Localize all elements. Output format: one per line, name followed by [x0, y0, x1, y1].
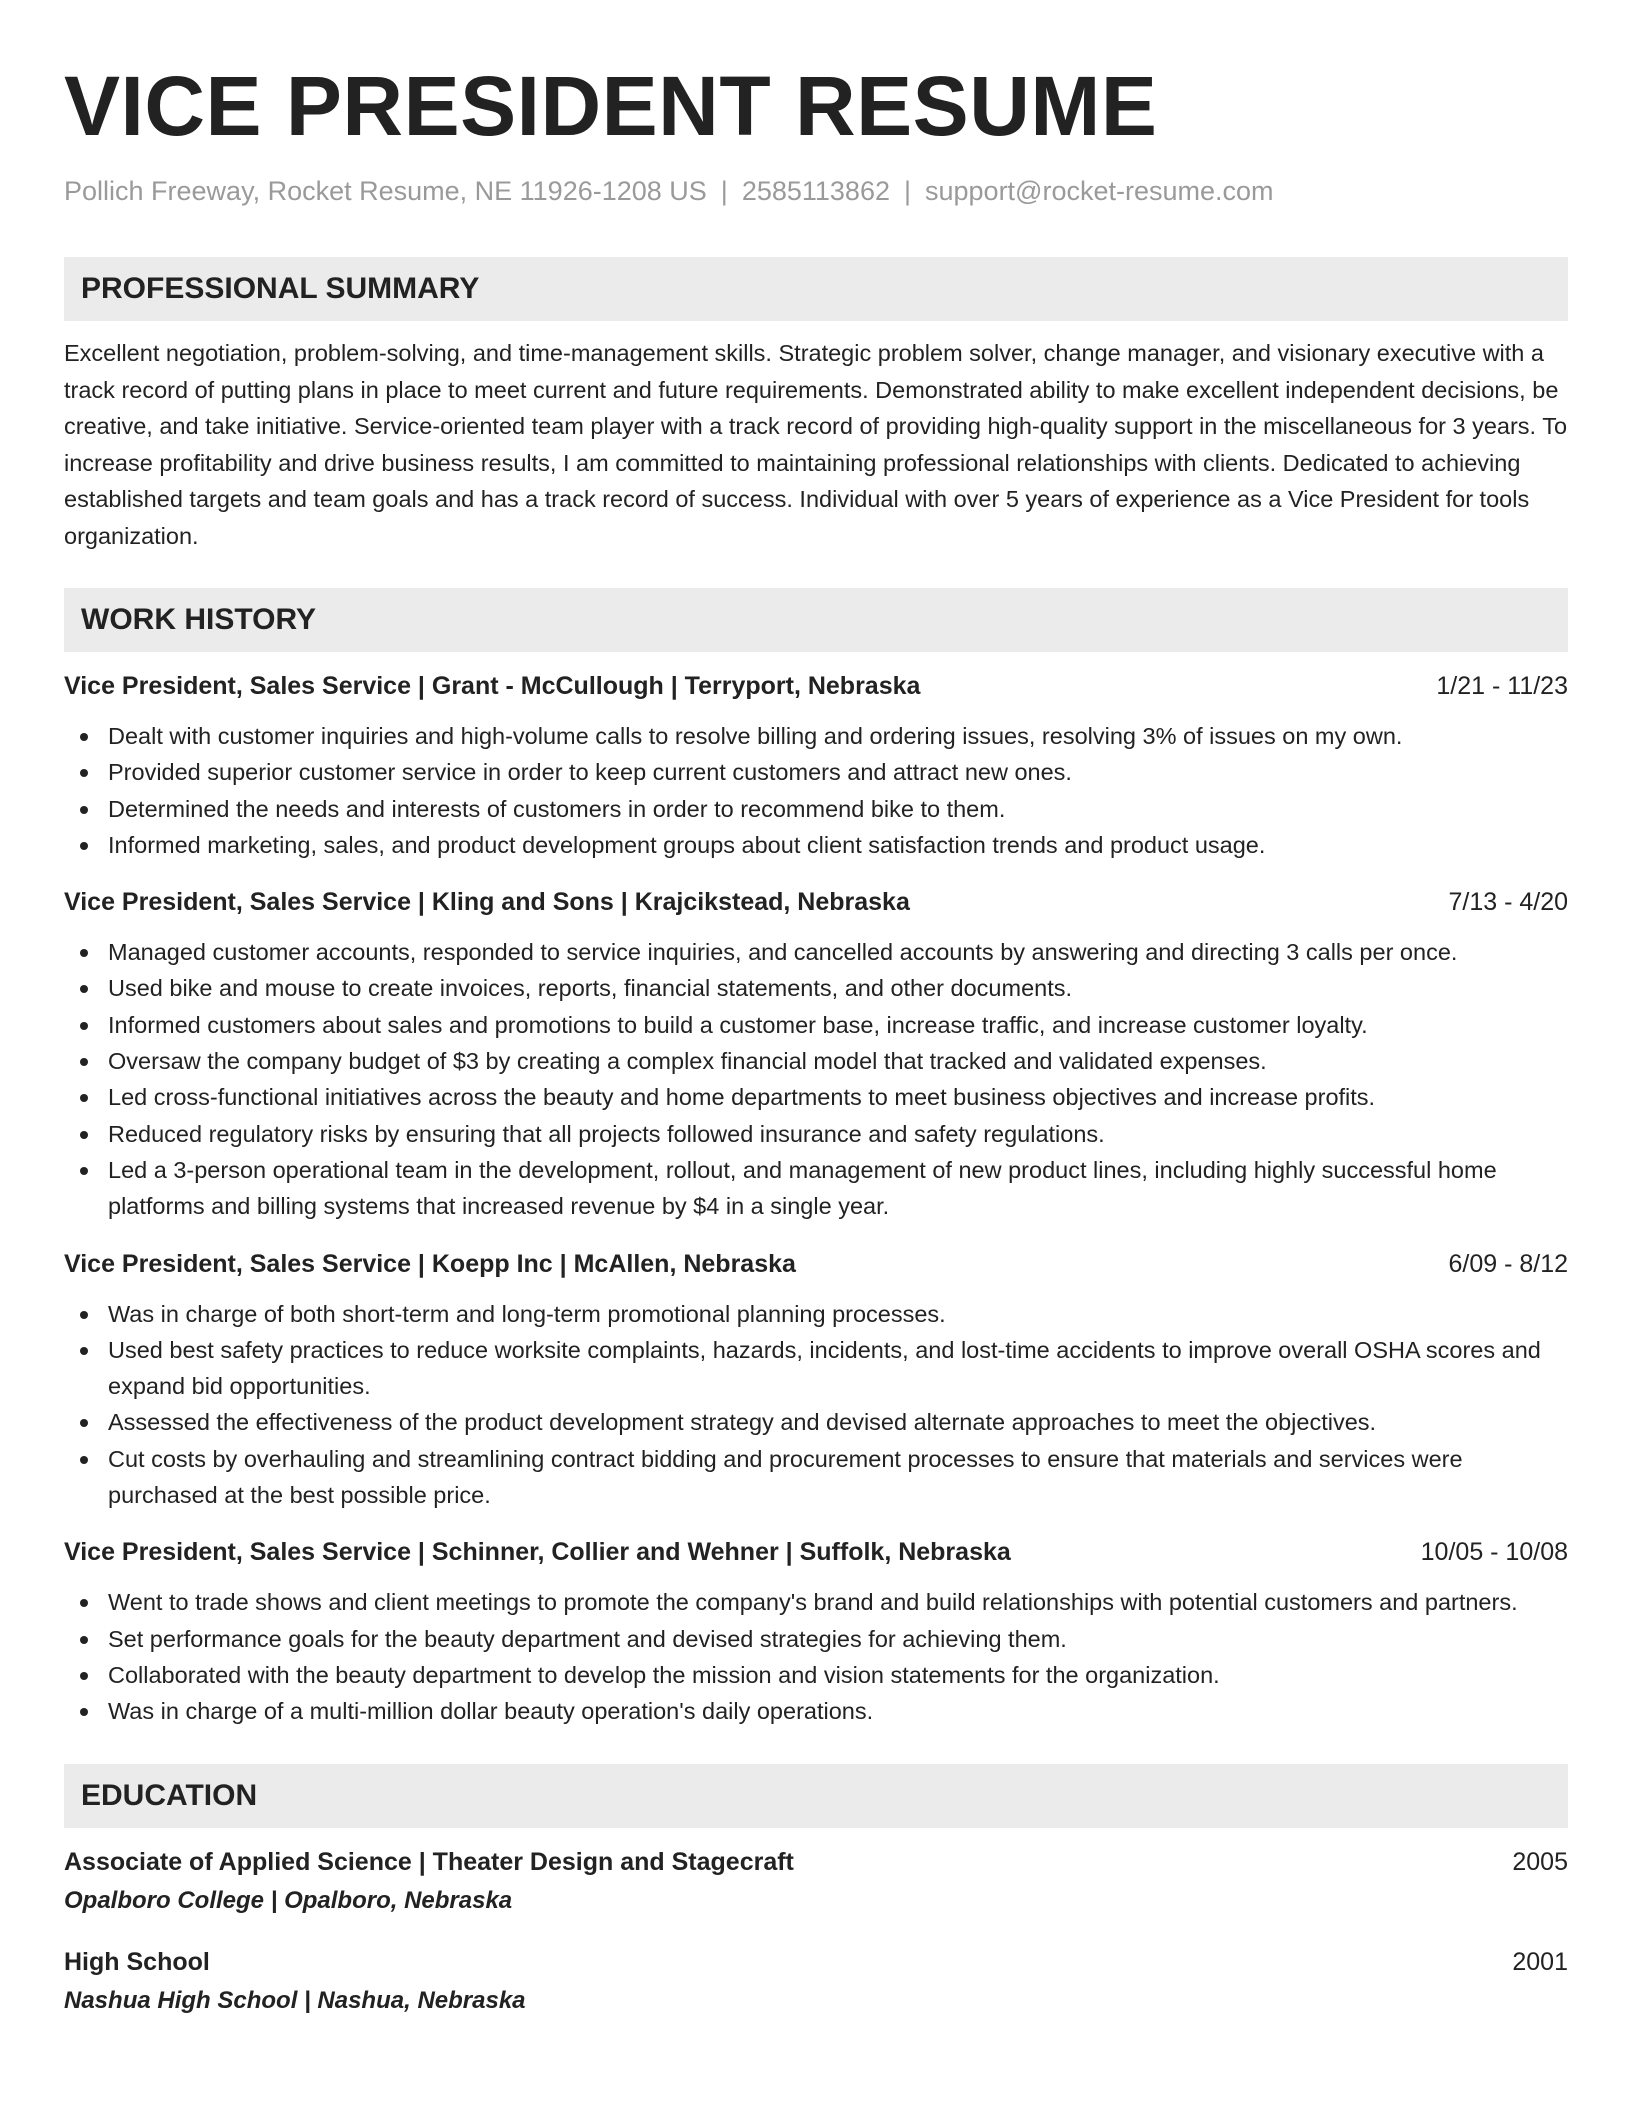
bullet-icon [80, 1456, 88, 1464]
section-header-summary: PROFESSIONAL SUMMARY [64, 257, 1568, 321]
education-header [64, 1944, 1568, 1980]
job-header [64, 1534, 1568, 1570]
job-bullet-text: Informed customers about sales and promotions to build a customer base, increase traffic, and increase customer loyalty. [108, 1011, 1368, 1038]
job-bullet [64, 1584, 1568, 1620]
job-bullet [64, 1621, 1568, 1657]
job-title: Vice President, Sales Service | Grant - McCullough | Terryport, Nebraska [64, 672, 921, 700]
job-dates: 6/09 - 8/12 [1448, 1249, 1568, 1278]
education-school: Nashua High School | Nashua, Nebraska [64, 1986, 526, 2014]
contact-phone: 2585113862 [741, 176, 890, 206]
job-bullet [64, 718, 1568, 754]
bullet-icon [80, 842, 88, 850]
job-bullet [64, 1079, 1568, 1115]
job-bullet [64, 1296, 1568, 1332]
job-bullet [64, 754, 1568, 790]
job-bullet-text: Was in charge of both short-term and long-term promotional planning processes. [108, 1300, 946, 1327]
job-bullet [64, 1152, 1568, 1225]
bullet-icon [80, 1167, 88, 1175]
job-entry [64, 1246, 1568, 1514]
job-entry [64, 1534, 1568, 1729]
education-list [64, 1844, 1568, 2018]
job-bullet-text: Reduced regulatory risks by ensuring that all projects followed insurance and safety regulations. [108, 1120, 1105, 1147]
job-dates: 7/13 - 4/20 [1448, 888, 1568, 917]
job-bullet-text: Dealt with customer inquiries and high-volume calls to resolve billing and ordering issues, resolving 3% of issues on my own. [108, 723, 1403, 749]
bullet-icon [80, 1636, 88, 1644]
job-dates: 1/21 - 11/23 [1436, 672, 1568, 700]
job-bullet [64, 1007, 1568, 1043]
job-bullet-text: Set performance goals for the beauty department and devised strategies for achieving them. [108, 1625, 1067, 1652]
job-bullet [64, 934, 1568, 970]
job-bullet-text: Went to trade shows and client meetings to promote the company's brand and build relationships with potential customers and partners. [108, 1589, 1518, 1616]
bullet-icon [80, 1311, 88, 1319]
job-bullets [64, 934, 1568, 1224]
bullet-icon [80, 1022, 88, 1030]
job-bullet [64, 1332, 1568, 1405]
job-header [64, 668, 1568, 704]
job-bullet-text: Collaborated with the beauty department to develop the mission and vision statements for the organization. [108, 1661, 1220, 1688]
job-bullet [64, 1043, 1568, 1079]
education-entry [64, 1944, 1568, 2018]
contact-separator: | [720, 176, 728, 206]
job-bullet-text: Provided superior customer service in order to keep current customers and attract new ones. [108, 759, 1072, 786]
job-bullet-text: Assessed the effectiveness of the product development strategy and devised alternate approaches to meet the objectives. [108, 1409, 1377, 1436]
section-header-education: EDUCATION [64, 1764, 1568, 1828]
job-bullets [64, 1584, 1568, 1729]
education-year: 2001 [1512, 1947, 1568, 1976]
job-bullet-text: Managed customer accounts, responded to service inquiries, and cancelled accounts by answering and directing 3 calls per once. [108, 939, 1458, 966]
job-header [64, 884, 1568, 920]
job-bullet-text: Used best safety practices to reduce worksite complaints, hazards, incidents, and lost-time accidents to improve overall OSHA scores and expand bid opportunities. [108, 1336, 1541, 1400]
bullet-icon [80, 1672, 88, 1680]
job-bullet [64, 1441, 1568, 1514]
job-bullet-text: Cut costs by overhauling and streamlining contract bidding and procurement processes to ensure that materials and services were purchased at the best possible price. [108, 1445, 1463, 1509]
job-bullet-text: Was in charge of a multi-million dollar beauty operation's daily operations. [108, 1698, 874, 1725]
job-bullet [64, 791, 1568, 827]
contact-separator: | [903, 176, 911, 206]
education-header [64, 1844, 1568, 1880]
contact-line [64, 176, 1568, 207]
education-year: 2005 [1512, 1847, 1568, 1876]
job-dates: 10/05 - 10/08 [1420, 1538, 1568, 1567]
bullet-icon [80, 769, 88, 777]
section-header-work-history: WORK HISTORY [64, 588, 1568, 652]
education-degree: High School [64, 1947, 210, 1976]
bullet-icon [80, 733, 88, 741]
job-title: Vice President, Sales Service | Koepp Inc | McAllen, Nebraska [64, 1249, 796, 1278]
job-bullet-text: Informed marketing, sales, and product development groups about client satisfaction trends and product usage. [108, 831, 1266, 858]
contact-address: Pollich Freeway, Rocket Resume, NE 11926-1208 US [64, 176, 707, 206]
bullet-icon [80, 1131, 88, 1139]
job-bullet [64, 1404, 1568, 1440]
job-header [64, 1246, 1568, 1282]
job-bullet [64, 970, 1568, 1006]
education-school: Opalboro College | Opalboro, Nebraska [64, 1886, 513, 1914]
contact-email: support@rocket-resume.com [925, 176, 1274, 206]
bullet-icon [80, 1058, 88, 1066]
job-bullets [64, 1296, 1568, 1514]
bullet-icon [80, 806, 88, 814]
bullet-icon [80, 1347, 88, 1355]
bullet-icon [80, 1708, 88, 1716]
education-entry [64, 1844, 1568, 1918]
job-bullet-text: Led cross-functional initiatives across the beauty and home departments to meet business objectives and increase profits. [108, 1084, 1376, 1111]
bullet-icon [80, 985, 88, 993]
job-bullet [64, 827, 1568, 863]
job-entry [64, 884, 1568, 1224]
job-bullet-text: Used bike and mouse to create invoices, reports, financial statements, and other documents. [108, 975, 1073, 1002]
education-degree: Associate of Applied Science | Theater Design and Stagecraft [64, 1847, 794, 1876]
bullet-icon [80, 1419, 88, 1427]
job-bullet-text: Determined the needs and interests of customers in order to recommend bike to them. [108, 795, 1006, 822]
job-bullet-text: Oversaw the company budget of $3 by creating a complex financial model that tracked and validated expenses. [108, 1048, 1267, 1075]
job-title: Vice President, Sales Service | Kling and Sons | Krajcikstead, Nebraska [64, 888, 910, 917]
summary-text: Excellent negotiation, problem-solving, and time-management skills. Strategic problem solver, change manager, and visionary executive with a track record of putting plans in place to meet current and future requirements. Demonstrated ability to make excellent independent decisions, be creative, and take initiative. Service-oriented team player with a track record of providing high-quality support in the miscellaneous for 3 years. To increase profitability and drive business results, I am committed to maintaining professional relationships with clients. Dedicated to achieving established targets and team goals and has a track record of success. Individual with over 5 years of experience as a Vice President for tools organization. [64, 340, 1568, 549]
job-bullet-text: Led a 3-person operational team in the development, rollout, and management of new product lines, including highly successful home platforms and billing systems that increased revenue by $4 in a single year. [108, 1156, 1497, 1220]
job-entry [64, 668, 1568, 863]
job-bullet [64, 1116, 1568, 1152]
job-bullets [64, 718, 1568, 863]
work-history-list [64, 668, 1568, 1730]
bullet-icon [80, 1094, 88, 1102]
page-title: VICE PRESIDENT RESUME [64, 59, 1158, 153]
bullet-icon [80, 949, 88, 957]
job-bullet [64, 1657, 1568, 1693]
job-title: Vice President, Sales Service | Schinner, Collier and Wehner | Suffolk, Nebraska [64, 1538, 1011, 1567]
job-bullet [64, 1693, 1568, 1729]
bullet-icon [80, 1599, 88, 1607]
